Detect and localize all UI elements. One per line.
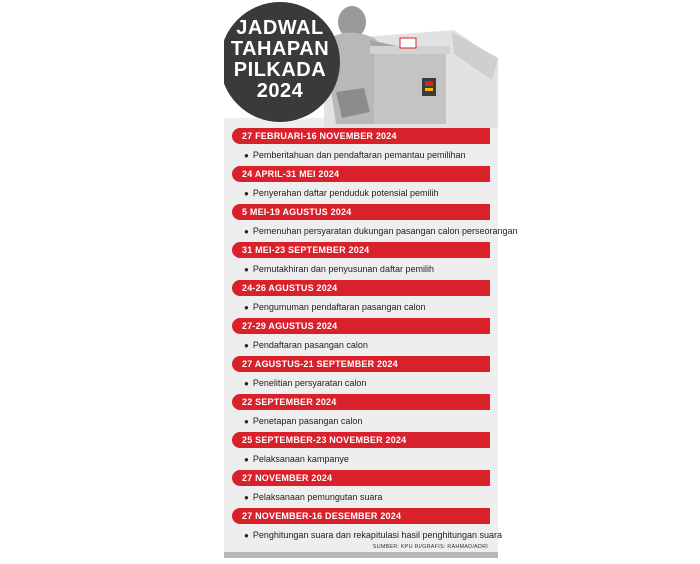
stage-date: 25 SEPTEMBER-23 NOVEMBER 2024 xyxy=(232,432,490,448)
stage-item-text: Pemenuhan persyaratan dukungan pasangan calon perseorangan xyxy=(252,226,518,236)
ballot-paper xyxy=(400,38,416,48)
schedule-stage xyxy=(232,432,490,470)
stage-item xyxy=(232,448,490,470)
stage-item xyxy=(232,296,490,318)
stage-item-text: Pemutakhiran dan penyusunan daftar pemilih xyxy=(252,264,434,274)
source-credit: SUMBER: KPU RI/GRAFIS: RAHMAD/ADRI xyxy=(372,544,488,550)
stage-item-text: Pengumuman pendaftaran pasangan calon xyxy=(252,302,426,312)
title-line: JADWAL xyxy=(236,17,324,39)
stage-date: 27 FEBRUARI-16 NOVEMBER 2024 xyxy=(232,128,490,144)
stage-date: 27-29 AGUSTUS 2024 xyxy=(232,318,490,334)
stage-item xyxy=(232,220,518,242)
stage-item-text: Pendaftaran pasangan calon xyxy=(252,340,368,350)
schedule-stage xyxy=(232,166,490,204)
stage-item xyxy=(232,486,490,508)
stage-item-text: Pemberitahuan dan pendaftaran pemantau pemilihan xyxy=(252,150,466,160)
title-line: TAHAPAN xyxy=(230,38,330,60)
footer-bar xyxy=(224,552,498,558)
schedule-stage xyxy=(232,204,518,242)
stage-date: 24 APRIL-31 MEI 2024 xyxy=(232,166,490,182)
stage-date: 24-26 AGUSTUS 2024 xyxy=(232,280,490,296)
schedule-stage xyxy=(232,508,503,546)
bullet-icon: ● xyxy=(244,493,249,502)
stage-date: 5 MEI-19 AGUSTUS 2024 xyxy=(232,204,490,220)
stage-item xyxy=(232,144,490,166)
stage-item xyxy=(232,372,490,394)
title-line: PILKADA xyxy=(233,59,327,81)
stage-item xyxy=(232,258,490,280)
schedule-stage xyxy=(232,318,490,356)
stage-date: 27 NOVEMBER 2024 xyxy=(232,470,490,486)
bullet-icon: ● xyxy=(244,265,249,274)
stage-date: 27 NOVEMBER-16 DESEMBER 2024 xyxy=(232,508,490,524)
bullet-icon: ● xyxy=(244,189,249,198)
stage-item-text: Penyerahan daftar penduduk potensial pemilih xyxy=(252,188,439,198)
stage-date: 31 MEI-23 SEPTEMBER 2024 xyxy=(232,242,490,258)
bullet-icon: ● xyxy=(244,227,249,236)
schedule-stage xyxy=(232,128,490,166)
bullet-icon: ● xyxy=(244,379,249,388)
bullet-icon: ● xyxy=(244,151,249,160)
stage-item-text: Pelaksanaan pemungutan suara xyxy=(252,492,383,502)
schedule-list xyxy=(232,128,518,546)
page-title xyxy=(224,18,336,102)
stage-date: 22 SEPTEMBER 2024 xyxy=(232,394,490,410)
stage-item xyxy=(232,524,503,546)
bullet-icon: ● xyxy=(244,455,249,464)
title-line: 2024 xyxy=(256,80,304,102)
stage-item xyxy=(232,182,490,204)
schedule-stage xyxy=(232,470,490,508)
schedule-stage xyxy=(232,242,490,280)
stage-item-text: Penetapan pasangan calon xyxy=(252,416,363,426)
bullet-icon: ● xyxy=(244,531,249,540)
schedule-stage xyxy=(232,280,490,318)
stage-item-text: Pelaksanaan kampanye xyxy=(252,454,349,464)
stage-item-text: Penelitian persyaratan calon xyxy=(252,378,367,388)
stage-item xyxy=(232,334,490,356)
kpu-logo-icon xyxy=(422,78,436,96)
bullet-icon: ● xyxy=(244,417,249,426)
schedule-stage xyxy=(232,394,490,432)
bullet-icon: ● xyxy=(244,341,249,350)
bullet-icon: ● xyxy=(244,303,249,312)
schedule-stage xyxy=(232,356,490,394)
infographic-panel xyxy=(224,0,518,564)
stage-item xyxy=(232,410,490,432)
stage-item-text: Penghitungan suara dan rekapitulasi hasil penghitungan suara xyxy=(252,530,503,540)
stage-date: 27 AGUSTUS-21 SEPTEMBER 2024 xyxy=(232,356,490,372)
